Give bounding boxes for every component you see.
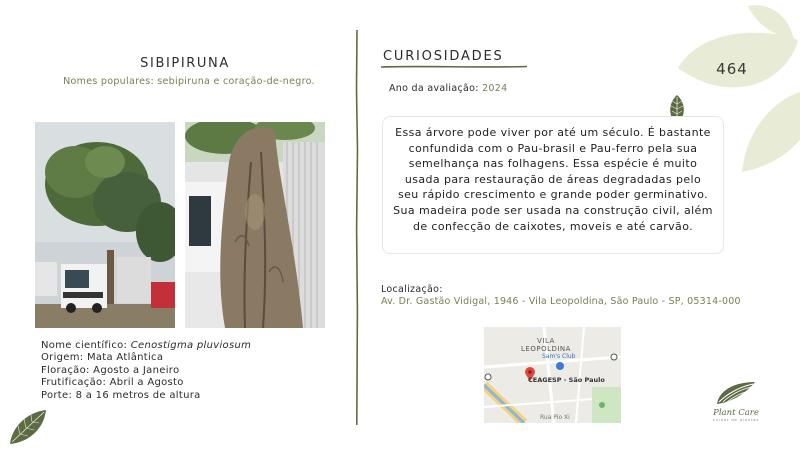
curiosity-text: Essa árvore pode viver por até um século. É bastante confundida com o Pau-brasil e Pau-ferro pela sua semelhança nas folhagens. Essa espécie é muito usada para restauração de áreas degradadas pelo seu rápido crescimento e grande poder germinativo. Sua madeira pode ser usada na construção civil, além de confecção de caixotes, moveis e até carvão. — [393, 126, 713, 233]
leaf-bottom-decoration — [742, 92, 800, 172]
evaluation-year: 2024 — [482, 83, 508, 94]
scientific-name-line — [41, 340, 251, 352]
evaluation-label: Ano da avaliação: — [389, 83, 483, 94]
map-district-label: VILA LEOPOLDINA — [521, 337, 571, 353]
brand-tagline: cuidar de plantas — [712, 417, 760, 422]
column-divider — [352, 30, 362, 425]
location-address: Av. Dr. Gastão Vidigal, 1946 - Vila Leopoldina, São Paulo - SP, 05314-000 — [381, 296, 741, 307]
leaf-corner-decoration — [8, 406, 48, 446]
location-label: Localização: — [381, 284, 443, 295]
map-poi-icon — [556, 362, 564, 370]
plant-care-logo-icon — [713, 380, 759, 406]
title-underline — [381, 64, 531, 70]
map-poi-label: Sam's Club — [542, 353, 576, 360]
species-title: SIBIPIRUNA — [140, 56, 230, 71]
tree-number-badge: 464 — [716, 60, 748, 78]
scientific-name: Cenostigma pluviosum — [130, 340, 252, 351]
tree-photo-full — [35, 122, 175, 328]
curiosities-title: CURIOSIDADES — [383, 49, 504, 64]
fruiting: Frutificação: Abril a Agosto — [41, 377, 184, 388]
evaluation-year-line — [389, 83, 507, 94]
map-place-label: CEAGESP - São Paulo — [528, 376, 605, 384]
map-street-label: Rua Pio Xi — [540, 414, 570, 421]
brand-name: Plant Care — [713, 408, 759, 418]
tree-size: Porte: 8 a 16 metros de altura — [41, 390, 201, 401]
origin: Origem: Mata Atlântica — [41, 352, 164, 363]
flowering: Floração: Agosto a Janeiro — [41, 365, 180, 376]
scientific-name-label: Nome científico: — [41, 340, 131, 351]
tree-trunk-photo — [185, 122, 325, 328]
popular-names: Nomes populares: sebipiruna e coração-de-negro. — [63, 76, 315, 87]
location-map[interactable] — [484, 327, 621, 423]
curiosity-card — [382, 116, 724, 254]
